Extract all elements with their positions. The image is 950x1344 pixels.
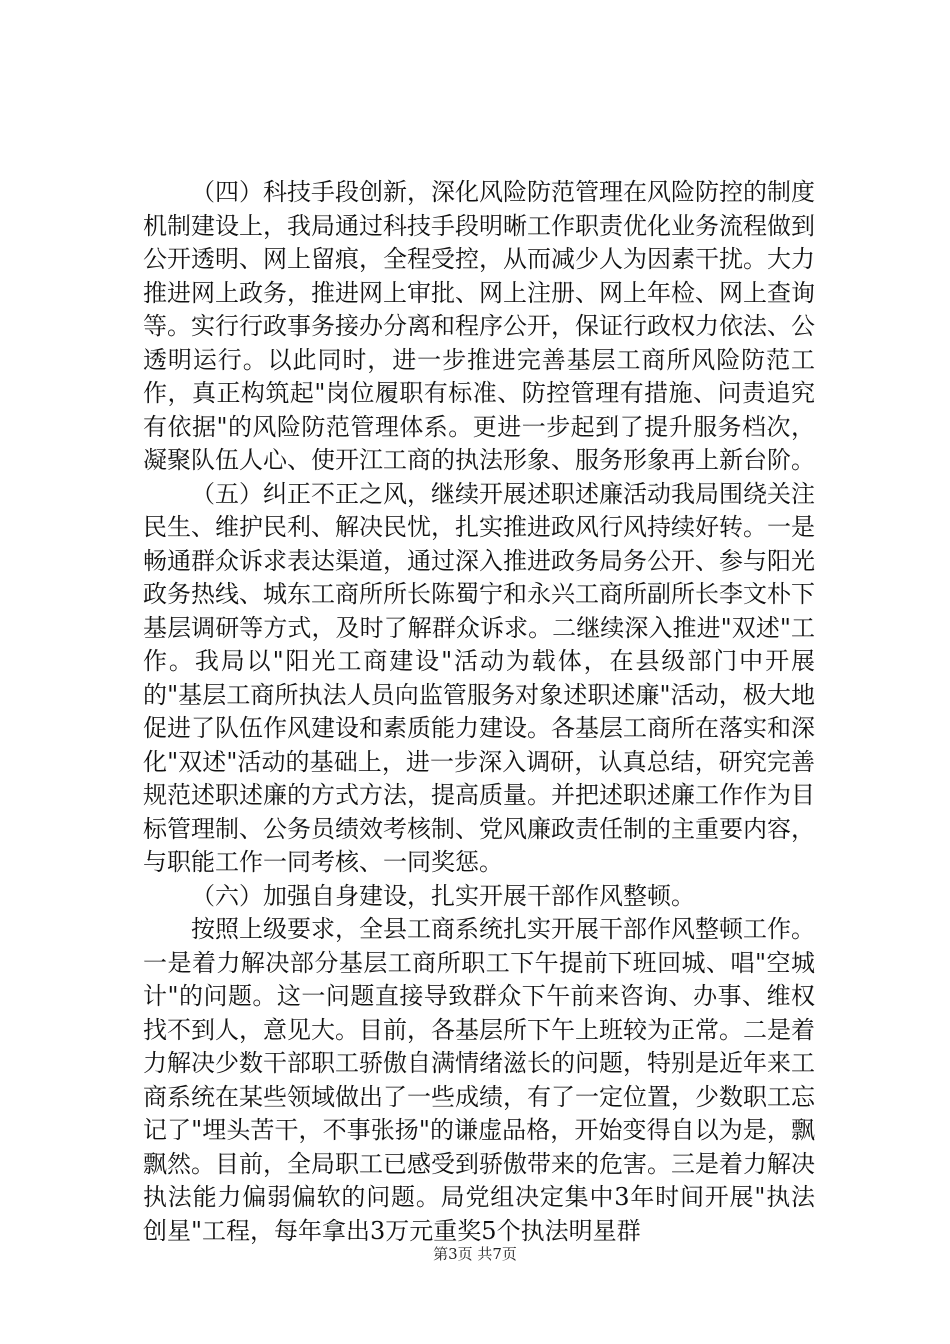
body-text: [143, 176, 815, 1248]
paragraph-section-six-body: 按照上级要求，全县工商系统扎实开展干部作风整顿工作。一是着力解决部分基层工商所职工下午提前下班回城、唱"空城计"的问题。这一问题直接导致群众下午前来咨询、办事、维权找不到人，意见大。目前，各基层所下午上班较为正常。二是着力解决少数干部职工骄傲自满情绪滋长的问题，特别是近年来工商系统在某些领域做出了一些成绩，有了一定位置，少数职工忘记了"埋头苦干，不事张扬"的谦虚品格，开始变得自以为是，飘飘然。目前，全局职工已感受到骄傲带来的危害。三是着力解决执法能力偏弱偏软的问题。局党组决定集中3年时间开展"执法创星"工程，每年拿出3万元重奖5个执法明星群: [143, 915, 815, 1245]
paragraph-section-five: （五）纠正不正之风，继续开展述职述廉活动我局围绕关注民生、维护民利、解决民忧，扎实推进政风行风持续好转。一是畅通群众诉求表达渠道，通过深入推进政务局务公开、参与阳光政务热线、城东工商所所长陈蜀宁和永兴工商所副所长李文朴下基层调研等方式，及时了解群众诉求。二继续深入推进"双述"工作。我局以"阳光工商建设"活动为载体，在县级部门中开展的"基层工商所执法人员向监管服务对象述职述廉"活动，极大地促进了队伍作风建设和素质能力建设。各基层工商所在落实和深化"双述"活动的基础上，进一步深入调研，认真总结，研究完善规范述职述廉的方式方法，提高质量。并把述职述廉工作作为目标管理制、公务员绩效考核制、党风廉政责任制的主重要内容，与职能工作一同考核、一同奖惩。: [143, 479, 815, 876]
page-number-current: 第3页: [433, 1245, 473, 1263]
page-footer: [0, 1244, 950, 1264]
paragraph-section-six-heading: （六）加强自身建设，扎实开展干部作风整顿。: [191, 881, 695, 910]
paragraph-section-four: （四）科技手段创新，深化风险防范管理在风险防控的制度机制建设上，我局通过科技手段明晰工作职责优化业务流程做到公开透明、网上留痕，全程受控，从而减少人为因素干扰。大力推进网上政务，推进网上审批、网上注册、网上年检、网上查询等。实行行政事务接办分离和程序公开，保证行政权力依法、公透明运行。以此同时，进一步推进完善基层工商所风险防范工作，真正构筑起"岗位履职有标准、防控管理有措施、问责追究有依据"的风险防范管理体系。更进一步起到了提升服务档次，凝聚队伍人心、使开江工商的执法形象、服务形象再上新台阶。: [143, 178, 815, 474]
page-number-total: 共7页: [477, 1245, 517, 1263]
